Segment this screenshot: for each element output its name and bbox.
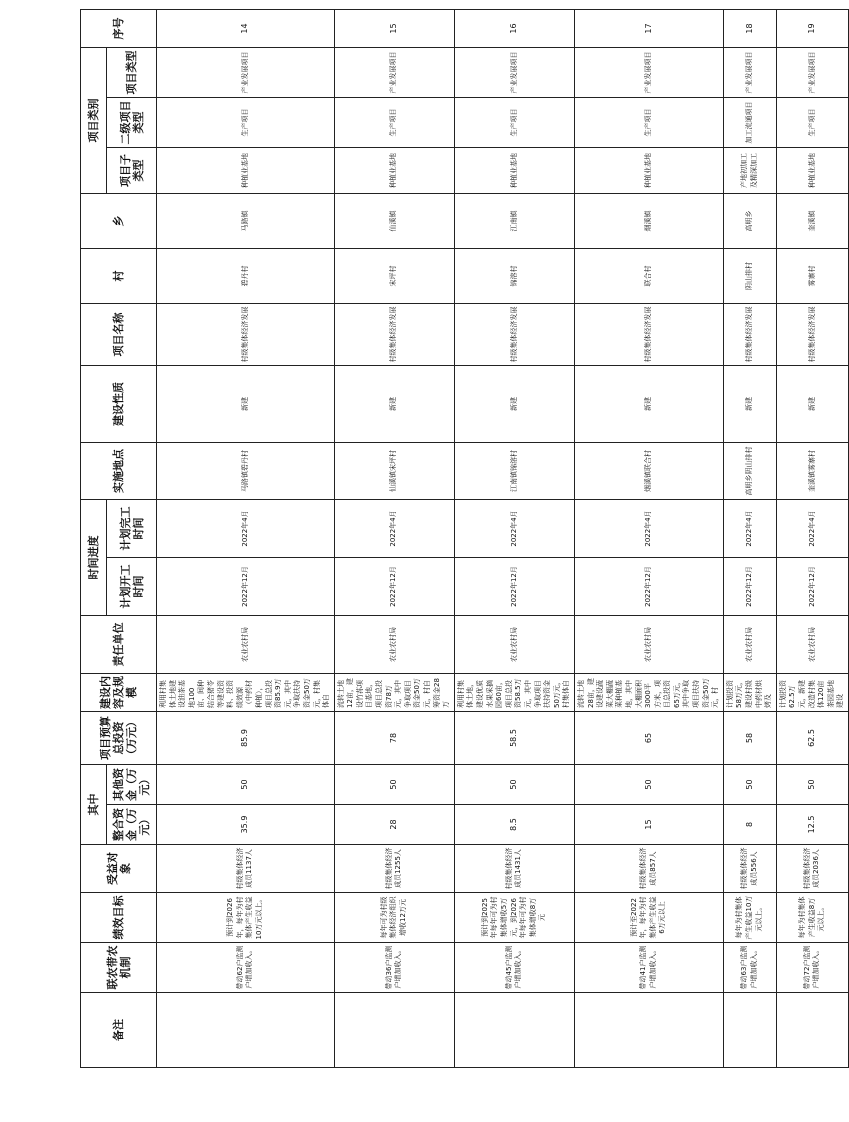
cell-seq: 16 [454,9,574,47]
cell-linkage: 带动62户监测户增加收入。 [157,943,335,993]
cell-budget: 78 [334,712,454,765]
header-township: 乡 [81,194,157,249]
cell-linkage: 带动36户监测户增加收入。 [334,943,454,993]
cell-performance: 预计到2025年每年可为村集体增收5万元，到2026年每年可为村集体增收8万元 [454,893,574,943]
cell-linkage: 带动45户监测户增加收入。 [454,943,574,993]
header-location: 实施地点 [81,443,157,500]
cell-other: 15 [574,805,723,845]
cell-content: 利用村集体土地，建设优质水果采摘园60亩，项目总投资58.5万元，其中争取项目扶持资金50万元，村集体自 [454,674,574,712]
cell-project-name: 村级集体经济发展 [776,304,848,366]
cell-project-name: 村级集体经济发展 [157,304,335,366]
cell-budget: 65 [574,712,723,765]
cell-seq: 15 [334,9,454,47]
cell-integrated: 50 [574,765,723,805]
cell-performance: 每年可为村级集体经济组织增收12万元 [334,893,454,943]
cell-location: 马路镇碧丹村 [157,443,335,500]
cell-beneficiary: 村级集体经济成员1431人 [454,845,574,893]
cell-content: 计划投资62.5万元，新建改造村集体120亩茶园基地建设 [776,674,848,712]
cell-integrated: 50 [723,765,776,805]
cell-cat-l2: 生产项目 [776,98,848,148]
cell-integrated: 50 [334,765,454,805]
cell-end-time: 2022年12月 [334,558,454,616]
table-row [454,9,574,1067]
cell-end-time: 2022年12月 [723,558,776,616]
cell-location: 烟溪镇联合村 [574,443,723,500]
cell-cat-sub: 种植业基地 [334,148,454,194]
cell-beneficiary: 村级集体经济成员556人 [723,845,776,893]
cell-remarks [776,993,848,1068]
cell-village: 联合村 [574,249,723,304]
cell-performance: 预计至2022年，每年为村集体产生收益6万元以上 [574,893,723,943]
header-dept: 责任单位 [81,616,157,674]
cell-performance: 每年为村集体产生收益8万元以上。 [776,893,848,943]
cell-dept: 农业农村局 [334,616,454,674]
cell-content: 计划投资58万元，建设村级中药材烘烤及 [723,674,776,712]
header-cat-l2: 二级项目类型 [107,98,157,148]
header-build-nature: 建设性质 [81,366,157,443]
cell-seq: 18 [723,9,776,47]
header-among: 其中 [81,765,107,845]
cell-linkage: 带动41户监测户增加收入。 [574,943,723,993]
cell-cat-sub: 种植业基地 [574,148,723,194]
cell-budget: 58.5 [454,712,574,765]
cell-linkage: 带动63户监测户增加收入。 [723,943,776,993]
table-row [723,9,776,1067]
cell-cat-l2: 加工流通项目 [723,98,776,148]
header-other: 其他资金（万元） [107,765,157,805]
cell-dept: 农业农村局 [574,616,723,674]
cell-cat-l2: 生产项目 [334,98,454,148]
cell-linkage: 带动72户监测户增加收入。 [776,943,848,993]
cell-content: 利用村集体土地建设油茶基地100亩、间种结合猪苓等建设资料、投资绩效源（中药材种植），项目总投资85.9万元，其中争取扶持资金50万元，村集体自 [157,674,335,712]
cell-cat-l1: 产业发展项目 [454,47,574,97]
cell-dept: 农业农村局 [776,616,848,674]
cell-township: 江南镇 [454,194,574,249]
cell-start-time: 2022年4月 [157,500,335,558]
table-row [334,9,454,1067]
document-page [80,17,845,1068]
cell-village: 碧丹村 [157,249,335,304]
cell-cat-l2: 生产项目 [454,98,574,148]
header-cat-sub: 项目子类型 [107,148,157,194]
header-seq: 序号 [81,9,157,47]
project-table [80,9,849,1068]
cell-build-nature: 新建 [454,366,574,443]
header-cat-l1: 项目类型 [107,47,157,97]
cell-remarks [454,993,574,1068]
cell-integrated: 50 [454,765,574,805]
cell-content: 流转土地28亩，建设建设蔬菜大棚蔬菜种植基地，其中大棚面积3000平方米，项目总投资65万元，其中争取项目扶持资金50万元，村 [574,674,723,712]
table-row [157,9,335,1067]
cell-content: 流转土地12亩，建设竹荪项目基地，项目总投资78万元，其中争取项目资金50万元，村自筹资金28万 [334,674,454,712]
table-body [157,9,849,1067]
cell-village: 雾寨村 [776,249,848,304]
cell-cat-l1: 产业发展项目 [157,47,335,97]
cell-cat-sub: 种植业基地 [776,148,848,194]
cell-start-time: 2022年4月 [574,500,723,558]
cell-start-time: 2022年4月 [334,500,454,558]
cell-start-time: 2022年4月 [776,500,848,558]
cell-integrated: 50 [776,765,848,805]
cell-build-nature: 新建 [157,366,335,443]
cell-village: 锦溶村 [454,249,574,304]
cell-dept: 农业农村局 [157,616,335,674]
cell-township: 马路镇 [157,194,335,249]
cell-beneficiary: 村级集体经济成员2036人 [776,845,848,893]
cell-budget: 58 [723,712,776,765]
header-end-time: 计划完工时间 [107,500,157,558]
header-village: 村 [81,249,157,304]
cell-cat-l2: 生产项目 [157,98,335,148]
cell-township: 高明乡 [723,194,776,249]
cell-cat-sub: 产地初加工及精深加工 [723,148,776,194]
header-project-name: 项目名称 [81,304,157,366]
cell-cat-l1: 产业发展项目 [334,47,454,97]
cell-end-time: 2022年12月 [574,558,723,616]
cell-location: 仙溪镇宋坪村 [334,443,454,500]
cell-budget: 85.9 [157,712,335,765]
cell-cat-sub: 种植业基地 [454,148,574,194]
cell-project-name: 村级集体经济发展 [723,304,776,366]
header-schedule: 时间进度 [81,500,107,616]
cell-cat-l1: 产业发展项目 [574,47,723,97]
cell-location: 江南镇锦溶村 [454,443,574,500]
cell-seq: 17 [574,9,723,47]
cell-township: 仙溪镇 [334,194,454,249]
cell-other: 12.5 [776,805,848,845]
cell-seq: 19 [776,9,848,47]
cell-budget: 62.5 [776,712,848,765]
cell-other: 8.5 [454,805,574,845]
header-beneficiary: 受益对象 [81,845,157,893]
cell-remarks [157,993,335,1068]
cell-seq: 14 [157,9,335,47]
header-integrated: 整合资金（万元） [107,805,157,845]
cell-build-nature: 新建 [723,366,776,443]
cell-performance: 预计到2026年，每年为村集体产生收益10万元以上。 [157,893,335,943]
cell-dept: 农业农村局 [723,616,776,674]
table-row [574,9,723,1067]
cell-end-time: 2022年12月 [776,558,848,616]
cell-cat-l2: 生产项目 [574,98,723,148]
cell-remarks [723,993,776,1068]
header-budget: 项目预算总投资（万元） [81,712,157,765]
cell-start-time: 2022年4月 [454,500,574,558]
header-linkage: 联农带农机制 [81,943,157,993]
header-start-time: 计划开工时间 [107,558,157,616]
cell-township: 奎溪镇 [776,194,848,249]
header-content: 建设内容及规模 [81,674,157,712]
cell-build-nature: 新建 [574,366,723,443]
cell-project-name: 村级集体经济发展 [334,304,454,366]
cell-cat-l1: 产业发展项目 [723,47,776,97]
cell-end-time: 2022年12月 [157,558,335,616]
cell-project-name: 村级集体经济发展 [454,304,574,366]
cell-beneficiary: 村级集体经济成员857人 [574,845,723,893]
cell-start-time: 2022年4月 [723,500,776,558]
rotated-table-wrapper [80,17,845,1068]
cell-other: 35.9 [157,805,335,845]
cell-beneficiary: 村级集体经济成员1137人 [157,845,335,893]
cell-cat-sub: 种植业基地 [157,148,335,194]
cell-location: 高明乡阴山排村 [723,443,776,500]
cell-beneficiary: 村级集体经济成员1255人 [334,845,454,893]
cell-performance: 每年为村集体产生收益10万元以上。 [723,893,776,943]
cell-village: 阴山排村 [723,249,776,304]
cell-other: 8 [723,805,776,845]
cell-end-time: 2022年12月 [454,558,574,616]
cell-integrated: 50 [157,765,335,805]
table-row [776,9,848,1067]
cell-remarks [574,993,723,1068]
header-performance: 绩效目标 [81,893,157,943]
header-category: 项目类别 [81,47,107,193]
cell-other: 28 [334,805,454,845]
header-remarks: 备注 [81,993,157,1068]
cell-cat-l1: 产业发展项目 [776,47,848,97]
cell-township: 烟溪镇 [574,194,723,249]
cell-build-nature: 新建 [334,366,454,443]
cell-remarks [334,993,454,1068]
cell-location: 奎溪镇雾寨村 [776,443,848,500]
cell-dept: 农业农村局 [454,616,574,674]
cell-project-name: 村级集体经济发展 [574,304,723,366]
cell-village: 宋坪村 [334,249,454,304]
cell-build-nature: 新建 [776,366,848,443]
